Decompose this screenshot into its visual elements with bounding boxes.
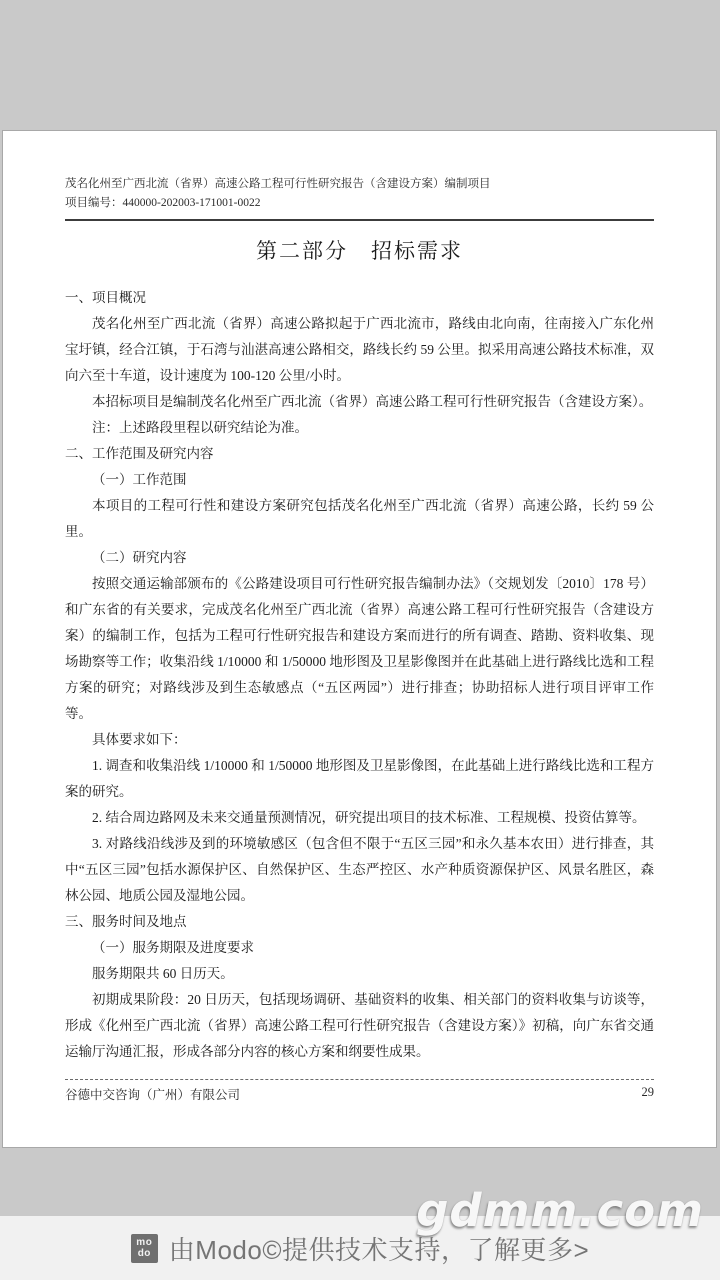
- paragraph: 具体要求如下：: [92, 732, 187, 747]
- paragraph: 本招标项目是编制茂名化州至广西北流（省界）高速公路工程可行性研究报告（含建设方案）。: [92, 394, 653, 409]
- footer-company: 谷德中交咨询（广州）有限公司: [65, 1088, 241, 1102]
- document-page: [2, 130, 717, 1148]
- section-heading: 二、工作范围及研究内容: [65, 446, 214, 461]
- doc-title: 第二部分 招标需求: [256, 239, 463, 263]
- modo-logo-line2: do: [137, 1248, 151, 1259]
- watermark-text: gdmm.com: [416, 1184, 704, 1237]
- paragraph: 2. 结合周边路网及未来交通量预测情况，研究提出项目的技术标准、工程规模、投资估算等。: [92, 810, 646, 825]
- doc-header-project-number: 项目编号：440000-202003-171001-0022: [65, 197, 261, 209]
- paragraph: 茂名化州至广西北流（省界）高速公路拟起于广西北流市，路线由北向南，往南接入广东化州宝圩镇，经合江镇，于石湾与汕湛高速公路相交，路线长约 59 公里。拟采用高速公路技术标准，双向六至十车道，设计速度为 100-120 公里/小时。: [65, 316, 654, 383]
- footer-page-number: 29: [641, 1085, 654, 1099]
- paragraph: 初期成果阶段：20 日历天，包括现场调研、基础资料的收集、相关部门的资料收集与访谈等，形成《化州至广西北流（省界）高速公路工程可行性研究报告（含建设方案）》初稿，向广东省交通运输厅沟通汇报，形成各部分内容的核心方案和纲要性成果。: [65, 992, 654, 1059]
- modo-logo-line1: mo: [136, 1237, 153, 1248]
- section-heading: 三、服务时间及地点: [65, 914, 187, 929]
- section-heading: 一、项目概况: [65, 290, 146, 305]
- paragraph: 注：上述路段里程以研究结论为准。: [92, 420, 308, 435]
- document-page-inner: [3, 131, 716, 1147]
- paragraph: 1. 调查和收集沿线 1/10000 和 1/50000 地形图及卫星影像图，在此基础上进行路线比选和工程方案的研究。: [65, 758, 654, 799]
- paragraph: 按照交通运输部颁布的《公路建设项目可行性研究报告编制办法》（交规划发〔2010〕178 号）和广东省的有关要求，完成茂名化州至广西北流（省界）高速公路工程可行性研究报告（含建设方案）的编制工作，包括为工程可行性研究报告和建设方案而进行的所有调查、踏勘、资料收集、现场勘察等工作；收集沿线 1/10000 和 1/50000 地形图及卫星影像图并在此基础上进行路线比选和工程方案的研究；对路线涉及到生态敏感点（“五区两园”）进行排查；协助招标人进行项目评审工作等。: [65, 576, 654, 721]
- doc-header-project-name: 茂名化州至广西北流（省界）高速公路工程可行性研究报告（含建设方案）编制项目: [65, 178, 491, 190]
- paragraph: （一）服务期限及进度要求: [92, 940, 254, 955]
- paragraph: 本项目的工程可行性和建设方案研究包括茂名化州至广西北流（省界）高速公路，长约 59 公里。: [65, 498, 654, 539]
- doc-header: [65, 175, 654, 221]
- paragraph: 服务期限共 60 日历天。: [92, 966, 234, 981]
- paragraph: 3. 对路线沿线涉及到的环境敏感区（包含但不限于“五区三园”和永久基本农田）进行排查，其中“五区三园”包括水源保护区、自然保护区、生态严控区、水产种质资源保护区、风景名胜区，森林公园、地质公园及湿地公园。: [65, 836, 654, 903]
- modo-logo-icon: [131, 1234, 158, 1263]
- doc-footer: [65, 1079, 654, 1103]
- bottom-bar-link[interactable]: 由Modo©提供技术支持，了解更多>: [168, 1234, 590, 1265]
- paragraph: （二）研究内容: [92, 550, 187, 565]
- paragraph: （一）工作范围: [92, 472, 187, 487]
- document-body: [65, 285, 654, 1065]
